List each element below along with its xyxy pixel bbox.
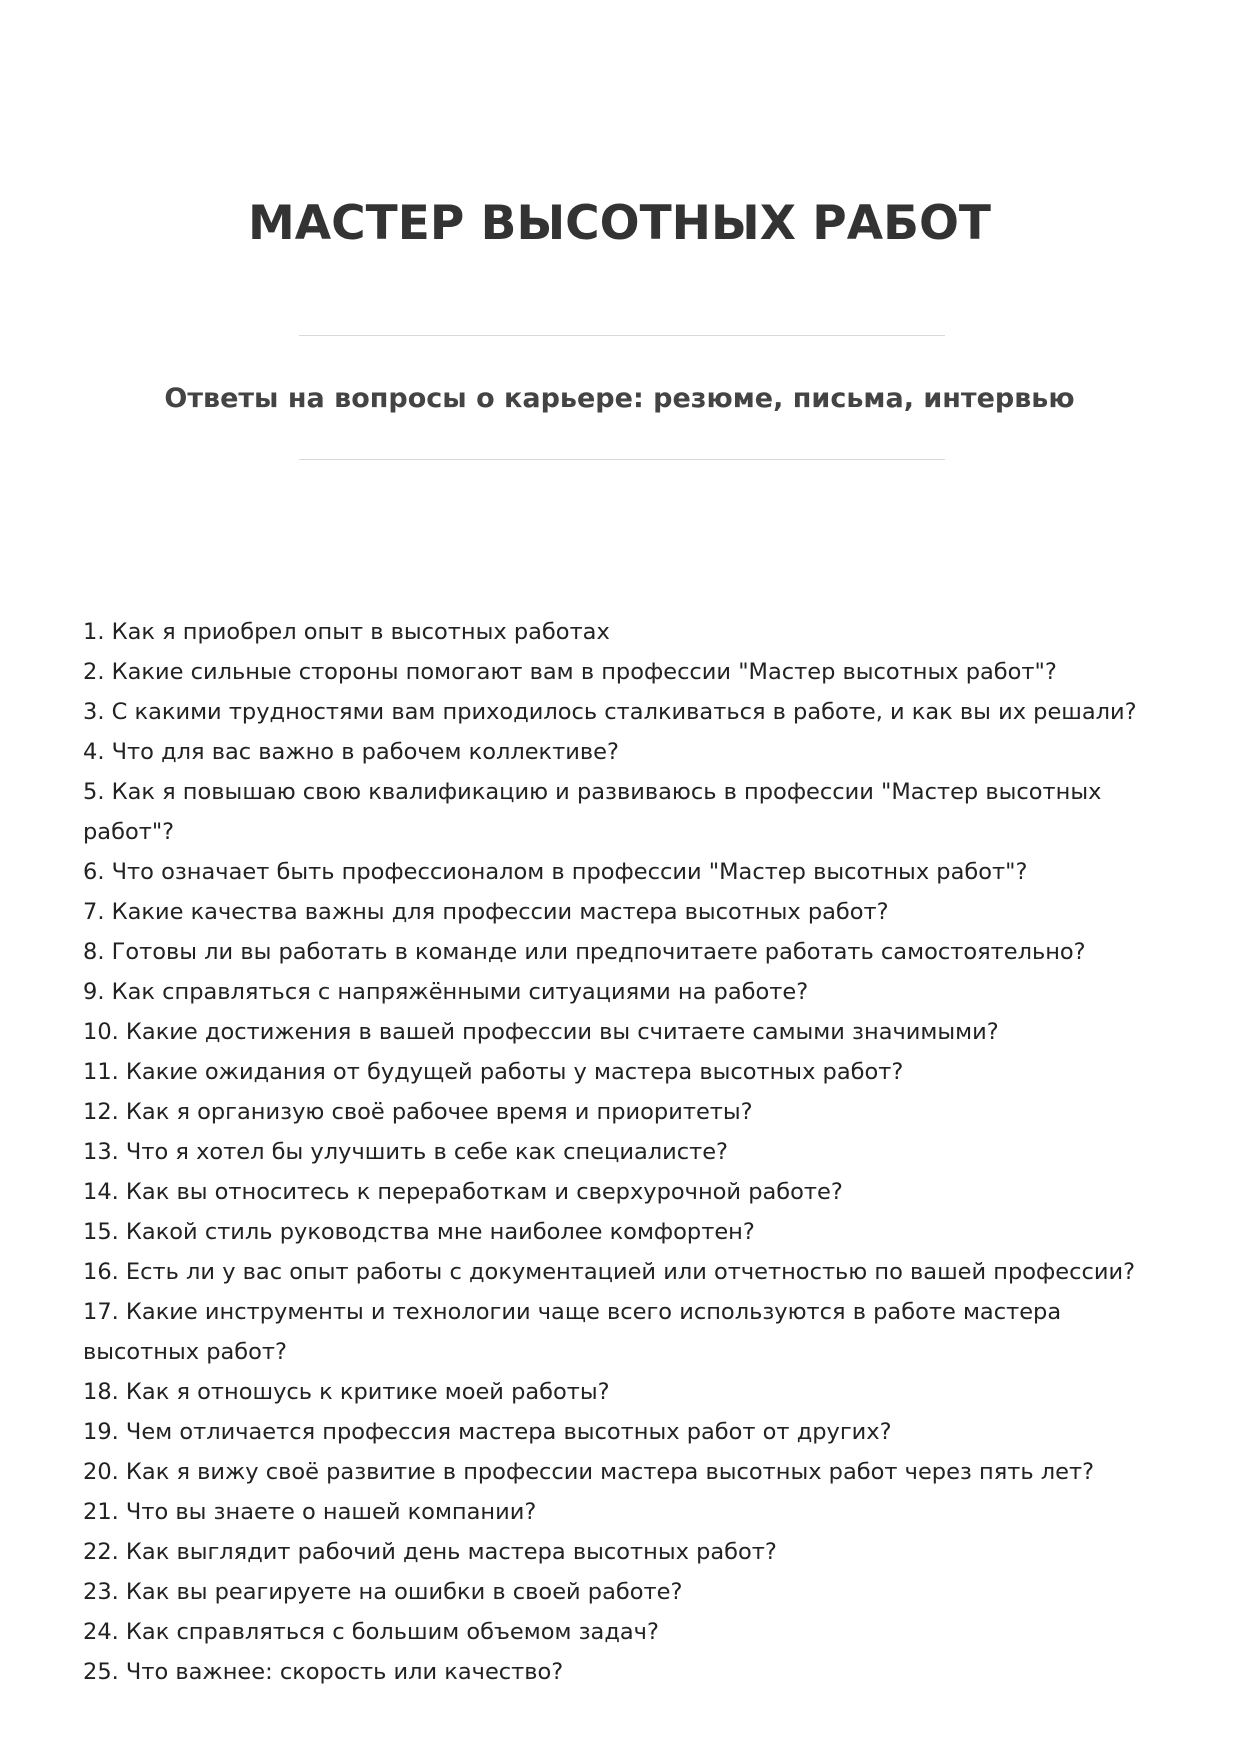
question-item: 18. Как я отношусь к критике моей работы? [83,1379,610,1405]
question-item: 7. Какие качества важны для профессии мастера высотных работ? [83,899,889,925]
question-item: 25. Что важнее: скорость или качество? [83,1659,564,1685]
page-title: МАСТЕР ВЫСОТНЫХ РАБОТ [248,196,991,251]
question-item: 13. Что я хотел бы улучшить в себе как специалисте? [83,1139,728,1165]
question-item: 2. Какие сильные стороны помогают вам в профессии "Мастер высотных работ"? [83,659,1057,685]
question-item: 19. Чем отличается профессия мастера высотных работ от других? [83,1419,892,1445]
question-item: 8. Готовы ли вы работать в команде или предпочитаете работать самостоятельно? [83,939,1086,965]
question-item: 23. Как вы реагируете на ошибки в своей работе? [83,1579,683,1605]
bottom-divider [299,459,945,460]
question-item: 12. Как я организую своё рабочее время и приоритеты? [83,1099,753,1125]
question-item: 10. Какие достижения в вашей профессии вы считаете самыми значимыми? [83,1019,999,1045]
question-item: 11. Какие ожидания от будущей работы у мастера высотных работ? [83,1059,904,1085]
question-item: 6. Что означает быть профессионалом в профессии "Мастер высотных работ"? [83,859,1028,885]
question-item: 9. Как справляться с напряжёнными ситуациями на работе? [83,979,809,1005]
page-subtitle: Ответы на вопросы о карьере: резюме, письма, интервью [164,383,1075,414]
question-item: 24. Как справляться с большим объемом задач? [83,1619,659,1645]
question-item: 20. Как я вижу своё развитие в профессии мастера высотных работ через пять лет? [83,1459,1095,1485]
top-divider [299,335,945,336]
question-item: 22. Как выглядит рабочий день мастера высотных работ? [83,1539,777,1565]
question-item: 5. Как я повышаю свою квалификацию и развиваюсь в профессии "Мастер высотных работ"? [83,779,1102,845]
question-item: 17. Какие инструменты и технологии чаще всего используются в работе мастера высотных работ? [83,1299,1062,1365]
question-item: 21. Что вы знаете о нашей компании? [83,1499,537,1525]
question-item: 14. Как вы относитесь к переработкам и сверхурочной работе? [83,1179,843,1205]
question-item: 3. С какими трудностями вам приходилось сталкиваться в работе, и как вы их решали? [83,699,1137,725]
question-item: 16. Есть ли у вас опыт работы с документацией или отчетностью по вашей профессии? [83,1259,1136,1285]
question-item: 4. Что для вас важно в рабочем коллективе? [83,739,619,765]
question-item: 15. Какой стиль руководства мне наиболее комфортен? [83,1219,755,1245]
question-list [83,612,1158,1692]
question-item: 1. Как я приобрел опыт в высотных работах [83,619,610,645]
